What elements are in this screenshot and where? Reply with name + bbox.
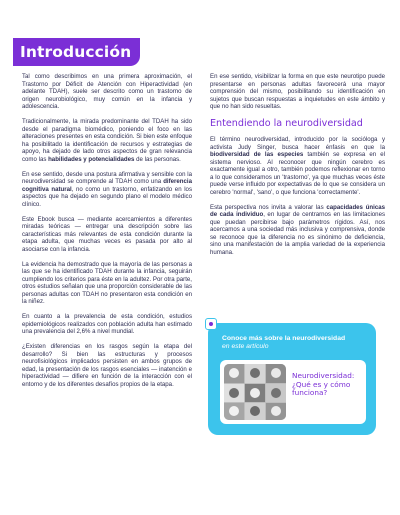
paragraph: En ese sentido, desde una postura afirmativa y sensible con la neurodiversidad se comprende al TDAH como una diferencia cognitiva natural, no como un trastorno, enfatizando en los aspectos que ha dejado en segundo plano el modelo médico clínico. [22,170,192,208]
paragraph: Tradicionalmente, la mirada predominante del TDAH ha sido desde el paradigma biomédico, poniendo el foco en las alteraciones presentes en esta condición. Si bien este enfoque ha posibilitado la identificación de recursos y estrategias de apoyo, ha dejado de lado otros aspectos de gran relevancia como las habilidades y potencialidades de las personas. [22,118,192,163]
article-preview[interactable] [220,360,366,424]
article-title[interactable]: Neurodiversidad: ¿Qué es y cómo funciona? [292,371,355,398]
title-banner [13,38,140,66]
right-column [210,73,385,264]
card-cta: Conoce más sobre la neurodiversidad en este artículo [222,335,346,350]
photo-collage-icon [224,364,286,420]
paragraph: Tal como describimos en una primera aproximación, el Trastorno por Déficit de Atención con Hiperactividad (en adelante TDAH), suele ser descrito como un trastorno de origen neurobiológico, muy común en la infancia y adolescencia. [22,73,192,110]
paragraph: Este Ebook busca — mediante acercamientos a diferentes miradas teóricas — entregar una descripción sobre las características más relevantes de esta condición durante la etapa adulta, que muchas veces es pasada por alto al asociarse con la infancia. [22,215,192,253]
bullet-icon [205,318,217,330]
paragraph: Esta perspectiva nos invita a valorar las capacidades únicas de cada individuo, en lugar de centrarnos en las limitaciones que puedan percibirse bajo parámetros rígidos. Así, nos acercamos a una sociedad más inclusiva y comprensiva, donde se reconoce que la diferencia no es sinónimo de deficiencia, sino una manifestación de la amplia variedad de la experiencia humana. [210,203,386,256]
paragraph: ¿Existen diferencias en los rasgos según la etapa del desarrollo? Si bien las estructuras y procesos neurofisiológicos implicados persisten en ambos grupos de edad, la presentación de los rasgos esenciales — inatención e hiperactividad — difiere en función de la interacción con el entorno y de los diferentes desafíos propios de la etapa. [22,343,192,388]
article-link-card[interactable] [208,323,376,435]
page-title: Introducción [20,43,132,61]
left-column [22,73,192,396]
paragraph: En ese sentido, visibilizar la forma en que este neurotipo puede presentarse en personas adultas favorecerá una mayor comprensión del mismo, posibilitando su identificación en sujetos que buscan respuestas a inquietudes en este ámbito y que no han sido resueltas. [210,73,385,110]
section-heading: Entendiendo la neurodiversidad [210,118,363,129]
paragraph: En cuanto a la prevalencia de esta condición, estudios epidemiológicos realizados con población adulta han estimado una prevalencia del 2,6% a nivel mundial. [22,313,192,335]
paragraph: La evidencia ha demostrado que la mayoría de las personas a las que se ha identificado TDAH durante la infancia, seguirán cumpliendo los criterios para éste en la adultez. Por otra parte, otros estudios señalan que una proporción considerable de las personas adultas con TDAH no presentaron esta condición en la niñez. [22,260,192,305]
paragraph: El término neurodiversidad, introducido por la socióloga y activista Judy Singer, busca hacer énfasis en que la biodiversidad de las especies también se expresa en el sistema nervioso. Al reconocer que ningún cerebro es exactamente igual a otro, también podemos reflexionar en torno a lo que consideramos un 'trastorno', ya que muchas veces éste puede verse influido por expectativas de lo que se considera un cerebro 'normal', 'sano', o que funciona 'correctamente'. [210,136,386,196]
